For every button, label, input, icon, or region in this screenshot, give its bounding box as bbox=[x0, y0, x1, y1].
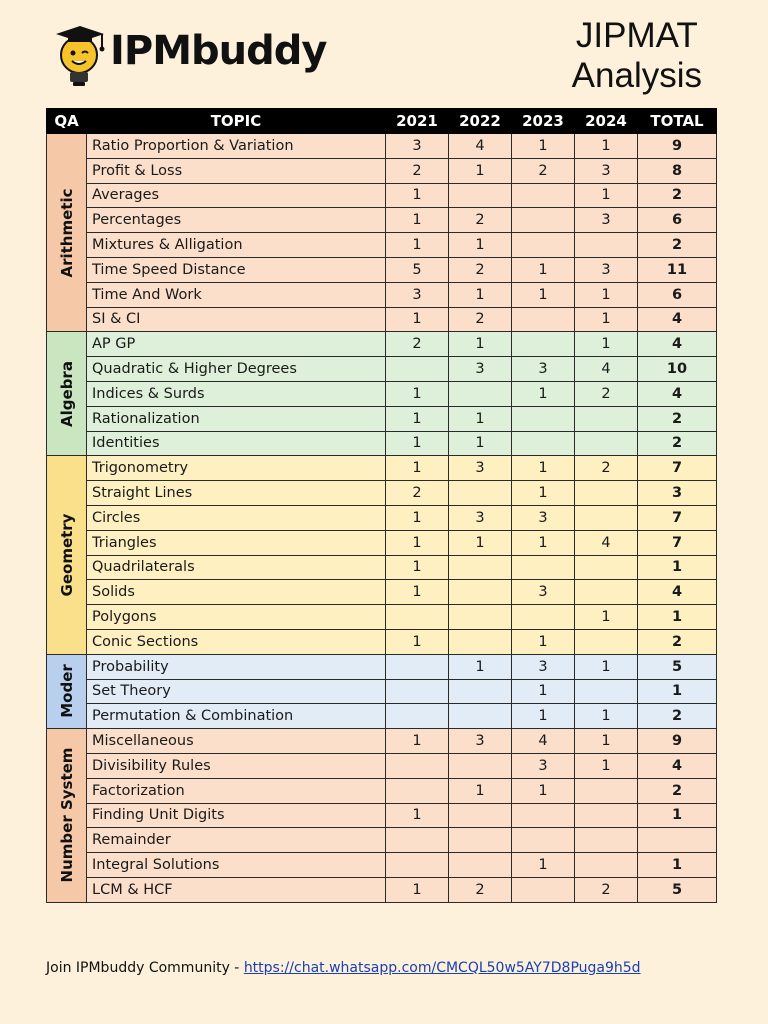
topic-cell: Polygons bbox=[87, 605, 386, 630]
table-row bbox=[47, 877, 717, 902]
cell-2024: 1 bbox=[575, 605, 638, 630]
cell-2022 bbox=[449, 803, 512, 828]
group-label: Geometry bbox=[57, 513, 76, 597]
cell-2021: 1 bbox=[386, 307, 449, 332]
group-cell bbox=[47, 654, 87, 728]
cell-2024 bbox=[575, 505, 638, 530]
cell-2022: 2 bbox=[449, 877, 512, 902]
table-row bbox=[47, 208, 717, 233]
topic-cell: AP GP bbox=[87, 332, 386, 357]
cell-2023 bbox=[512, 605, 575, 630]
cell-2022 bbox=[449, 580, 512, 605]
group-cell bbox=[47, 134, 87, 332]
cell-2024: 4 bbox=[575, 530, 638, 555]
table-row bbox=[47, 332, 717, 357]
cell-2024: 1 bbox=[575, 704, 638, 729]
cell-2021: 1 bbox=[386, 530, 449, 555]
total-cell: 9 bbox=[638, 134, 717, 159]
cell-2024 bbox=[575, 778, 638, 803]
total-cell: 3 bbox=[638, 481, 717, 506]
cell-2022 bbox=[449, 853, 512, 878]
cell-2021: 1 bbox=[386, 456, 449, 481]
cell-2021 bbox=[386, 753, 449, 778]
cell-2022: 3 bbox=[449, 456, 512, 481]
table-row bbox=[47, 605, 717, 630]
topic-cell: Time Speed Distance bbox=[87, 257, 386, 282]
topic-cell: Averages bbox=[87, 183, 386, 208]
cell-2023: 1 bbox=[512, 381, 575, 406]
total-cell: 1 bbox=[638, 853, 717, 878]
table-row bbox=[47, 381, 717, 406]
table-row bbox=[47, 406, 717, 431]
cell-2022: 1 bbox=[449, 406, 512, 431]
cell-2021: 1 bbox=[386, 505, 449, 530]
cell-2022 bbox=[449, 704, 512, 729]
cell-2023: 4 bbox=[512, 729, 575, 754]
cell-2022: 1 bbox=[449, 530, 512, 555]
cell-2024: 2 bbox=[575, 877, 638, 902]
community-link[interactable]: https://chat.whatsapp.com/CMCQL50w5AY7D8Puga9h5d bbox=[243, 960, 641, 976]
cell-2024: 1 bbox=[575, 134, 638, 159]
cell-2022 bbox=[449, 381, 512, 406]
topic-cell: Conic Sections bbox=[87, 629, 386, 654]
cell-2023: 3 bbox=[512, 357, 575, 382]
header-topic: TOPIC bbox=[87, 109, 386, 134]
cell-2021 bbox=[386, 654, 449, 679]
table-row bbox=[47, 853, 717, 878]
report-title bbox=[572, 16, 702, 96]
cell-2022: 1 bbox=[449, 233, 512, 258]
cell-2023: 1 bbox=[512, 853, 575, 878]
cell-2024 bbox=[575, 580, 638, 605]
cell-2024: 1 bbox=[575, 332, 638, 357]
cell-2021: 2 bbox=[386, 332, 449, 357]
cell-2023 bbox=[512, 406, 575, 431]
total-cell: 2 bbox=[638, 233, 717, 258]
table-row bbox=[47, 134, 717, 159]
footer bbox=[46, 960, 641, 976]
brand-name: IPMbuddy bbox=[110, 28, 327, 74]
topic-cell: Straight Lines bbox=[87, 481, 386, 506]
cell-2021 bbox=[386, 853, 449, 878]
cell-2021 bbox=[386, 828, 449, 853]
group-label: Arithmetic bbox=[57, 188, 76, 278]
lightbulb-mascot-icon bbox=[52, 22, 110, 88]
total-cell: 4 bbox=[638, 753, 717, 778]
topic-cell: Factorization bbox=[87, 778, 386, 803]
total-cell: 2 bbox=[638, 183, 717, 208]
cell-2024 bbox=[575, 431, 638, 456]
cell-2023: 1 bbox=[512, 778, 575, 803]
cell-2022 bbox=[449, 753, 512, 778]
total-cell: 1 bbox=[638, 555, 717, 580]
cell-2022 bbox=[449, 679, 512, 704]
group-label: Moder bbox=[57, 664, 76, 719]
total-cell: 6 bbox=[638, 282, 717, 307]
cell-2024 bbox=[575, 481, 638, 506]
total-cell: 2 bbox=[638, 431, 717, 456]
group-label: Number System bbox=[57, 747, 76, 883]
total-cell: 1 bbox=[638, 605, 717, 630]
cell-2024: 3 bbox=[575, 257, 638, 282]
cell-2024: 2 bbox=[575, 381, 638, 406]
total-cell: 6 bbox=[638, 208, 717, 233]
cell-2023: 1 bbox=[512, 456, 575, 481]
cell-2021: 1 bbox=[386, 233, 449, 258]
cell-2021: 2 bbox=[386, 481, 449, 506]
table-row bbox=[47, 505, 717, 530]
cell-2024 bbox=[575, 803, 638, 828]
cell-2024 bbox=[575, 853, 638, 878]
cell-2022: 1 bbox=[449, 778, 512, 803]
total-cell: 1 bbox=[638, 679, 717, 704]
total-cell: 11 bbox=[638, 257, 717, 282]
topic-cell: LCM & HCF bbox=[87, 877, 386, 902]
header-2022: 2022 bbox=[449, 109, 512, 134]
cell-2024: 1 bbox=[575, 753, 638, 778]
table-row bbox=[47, 307, 717, 332]
header-2023: 2023 bbox=[512, 109, 575, 134]
cell-2021: 1 bbox=[386, 208, 449, 233]
topic-cell: Probability bbox=[87, 654, 386, 679]
topic-cell: Integral Solutions bbox=[87, 853, 386, 878]
topic-cell: Percentages bbox=[87, 208, 386, 233]
cell-2021: 1 bbox=[386, 803, 449, 828]
table-row bbox=[47, 828, 717, 853]
cell-2022 bbox=[449, 183, 512, 208]
topic-cell: Triangles bbox=[87, 530, 386, 555]
topic-cell: Quadrilaterals bbox=[87, 555, 386, 580]
total-cell: 10 bbox=[638, 357, 717, 382]
total-cell: 2 bbox=[638, 629, 717, 654]
cell-2023: 1 bbox=[512, 481, 575, 506]
cell-2023 bbox=[512, 828, 575, 853]
cell-2023: 1 bbox=[512, 629, 575, 654]
cell-2023: 1 bbox=[512, 134, 575, 159]
cell-2022: 1 bbox=[449, 431, 512, 456]
topic-cell: Indices & Surds bbox=[87, 381, 386, 406]
cell-2021: 1 bbox=[386, 555, 449, 580]
topic-cell: Rationalization bbox=[87, 406, 386, 431]
cell-2024: 1 bbox=[575, 307, 638, 332]
group-cell bbox=[47, 332, 87, 456]
table-row bbox=[47, 357, 717, 382]
cell-2021: 1 bbox=[386, 406, 449, 431]
topic-cell: Miscellaneous bbox=[87, 729, 386, 754]
cell-2024 bbox=[575, 233, 638, 258]
cell-2023 bbox=[512, 208, 575, 233]
table-row bbox=[47, 183, 717, 208]
table-row bbox=[47, 729, 717, 754]
topic-cell: SI & CI bbox=[87, 307, 386, 332]
group-cell bbox=[47, 456, 87, 654]
cell-2023: 3 bbox=[512, 654, 575, 679]
cell-2022 bbox=[449, 605, 512, 630]
topic-cell: Mixtures & Alligation bbox=[87, 233, 386, 258]
table-row bbox=[47, 431, 717, 456]
cell-2021: 5 bbox=[386, 257, 449, 282]
table-row bbox=[47, 629, 717, 654]
cell-2024: 1 bbox=[575, 729, 638, 754]
cell-2024: 1 bbox=[575, 183, 638, 208]
cell-2024: 3 bbox=[575, 158, 638, 183]
report-title-line-1: JIPMAT bbox=[575, 16, 698, 55]
topic-cell: Identities bbox=[87, 431, 386, 456]
cell-2021 bbox=[386, 357, 449, 382]
total-cell: 1 bbox=[638, 803, 717, 828]
total-cell: 2 bbox=[638, 704, 717, 729]
cell-2024 bbox=[575, 629, 638, 654]
topic-cell: Quadratic & Higher Degrees bbox=[87, 357, 386, 382]
cell-2022: 3 bbox=[449, 505, 512, 530]
group-label: Algebra bbox=[57, 360, 76, 427]
cell-2021 bbox=[386, 778, 449, 803]
cell-2021: 1 bbox=[386, 729, 449, 754]
cell-2024 bbox=[575, 555, 638, 580]
total-cell: 5 bbox=[638, 877, 717, 902]
table-row bbox=[47, 654, 717, 679]
cell-2022 bbox=[449, 555, 512, 580]
cell-2022: 3 bbox=[449, 729, 512, 754]
ipmbuddy-logo bbox=[52, 20, 327, 90]
cell-2023 bbox=[512, 233, 575, 258]
topic-cell: Divisibility Rules bbox=[87, 753, 386, 778]
topic-cell: Profit & Loss bbox=[87, 158, 386, 183]
table-row bbox=[47, 282, 717, 307]
cell-2023: 3 bbox=[512, 753, 575, 778]
table-row bbox=[47, 481, 717, 506]
header-2024: 2024 bbox=[575, 109, 638, 134]
cell-2021: 1 bbox=[386, 580, 449, 605]
total-cell: 4 bbox=[638, 332, 717, 357]
table-body bbox=[47, 134, 717, 903]
topic-cell: Time And Work bbox=[87, 282, 386, 307]
cell-2023: 1 bbox=[512, 530, 575, 555]
table-row bbox=[47, 679, 717, 704]
footer-text: Join IPMbuddy Community - bbox=[46, 960, 244, 976]
cell-2023 bbox=[512, 877, 575, 902]
cell-2021: 1 bbox=[386, 381, 449, 406]
total-cell: 7 bbox=[638, 505, 717, 530]
cell-2023 bbox=[512, 183, 575, 208]
cell-2023 bbox=[512, 431, 575, 456]
cell-2022: 1 bbox=[449, 654, 512, 679]
table-row bbox=[47, 778, 717, 803]
header-2021: 2021 bbox=[386, 109, 449, 134]
cell-2024: 4 bbox=[575, 357, 638, 382]
total-cell bbox=[638, 828, 717, 853]
topic-cell: Circles bbox=[87, 505, 386, 530]
jipmat-analysis-table bbox=[46, 108, 717, 903]
cell-2023 bbox=[512, 307, 575, 332]
table-row bbox=[47, 456, 717, 481]
cell-2022: 2 bbox=[449, 208, 512, 233]
cell-2021: 1 bbox=[386, 877, 449, 902]
cell-2023: 1 bbox=[512, 679, 575, 704]
cell-2022: 1 bbox=[449, 282, 512, 307]
cell-2022 bbox=[449, 481, 512, 506]
table-row bbox=[47, 555, 717, 580]
total-cell: 8 bbox=[638, 158, 717, 183]
header-row bbox=[47, 109, 717, 134]
cell-2023 bbox=[512, 555, 575, 580]
topic-cell: Ratio Proportion & Variation bbox=[87, 134, 386, 159]
topic-cell: Solids bbox=[87, 580, 386, 605]
cell-2021: 3 bbox=[386, 134, 449, 159]
table-row bbox=[47, 580, 717, 605]
total-cell: 4 bbox=[638, 580, 717, 605]
cell-2024 bbox=[575, 406, 638, 431]
total-cell: 4 bbox=[638, 381, 717, 406]
topic-cell: Remainder bbox=[87, 828, 386, 853]
total-cell: 7 bbox=[638, 456, 717, 481]
cell-2022: 1 bbox=[449, 332, 512, 357]
report-title-line-2: Analysis bbox=[571, 56, 702, 95]
cell-2023: 3 bbox=[512, 505, 575, 530]
cell-2023: 1 bbox=[512, 257, 575, 282]
header-total: TOTAL bbox=[638, 109, 717, 134]
cell-2024: 1 bbox=[575, 282, 638, 307]
cell-2022: 4 bbox=[449, 134, 512, 159]
topic-cell: Finding Unit Digits bbox=[87, 803, 386, 828]
cell-2023 bbox=[512, 332, 575, 357]
cell-2021: 1 bbox=[386, 431, 449, 456]
cell-2022: 2 bbox=[449, 307, 512, 332]
cell-2023: 3 bbox=[512, 580, 575, 605]
topic-cell: Set Theory bbox=[87, 679, 386, 704]
cell-2023: 2 bbox=[512, 158, 575, 183]
cell-2022 bbox=[449, 828, 512, 853]
total-cell: 2 bbox=[638, 406, 717, 431]
table-row bbox=[47, 257, 717, 282]
topic-cell: Permutation & Combination bbox=[87, 704, 386, 729]
topic-cell: Trigonometry bbox=[87, 456, 386, 481]
cell-2022 bbox=[449, 629, 512, 654]
total-cell: 5 bbox=[638, 654, 717, 679]
table-row bbox=[47, 158, 717, 183]
cell-2024: 2 bbox=[575, 456, 638, 481]
cell-2021 bbox=[386, 679, 449, 704]
cell-2023: 1 bbox=[512, 704, 575, 729]
table-row bbox=[47, 803, 717, 828]
cell-2024 bbox=[575, 828, 638, 853]
cell-2021: 3 bbox=[386, 282, 449, 307]
cell-2023 bbox=[512, 803, 575, 828]
cell-2021: 1 bbox=[386, 183, 449, 208]
total-cell: 9 bbox=[638, 729, 717, 754]
cell-2022: 2 bbox=[449, 257, 512, 282]
cell-2022: 3 bbox=[449, 357, 512, 382]
table-row bbox=[47, 704, 717, 729]
total-cell: 7 bbox=[638, 530, 717, 555]
table-row bbox=[47, 233, 717, 258]
cell-2021 bbox=[386, 605, 449, 630]
total-cell: 4 bbox=[638, 307, 717, 332]
cell-2021: 2 bbox=[386, 158, 449, 183]
cell-2023: 1 bbox=[512, 282, 575, 307]
cell-2021 bbox=[386, 704, 449, 729]
group-cell bbox=[47, 729, 87, 903]
cell-2022: 1 bbox=[449, 158, 512, 183]
cell-2024: 1 bbox=[575, 654, 638, 679]
cell-2024: 3 bbox=[575, 208, 638, 233]
table-row bbox=[47, 753, 717, 778]
header-qa: QA bbox=[47, 109, 87, 134]
cell-2021: 1 bbox=[386, 629, 449, 654]
table-row bbox=[47, 530, 717, 555]
cell-2024 bbox=[575, 679, 638, 704]
total-cell: 2 bbox=[638, 778, 717, 803]
